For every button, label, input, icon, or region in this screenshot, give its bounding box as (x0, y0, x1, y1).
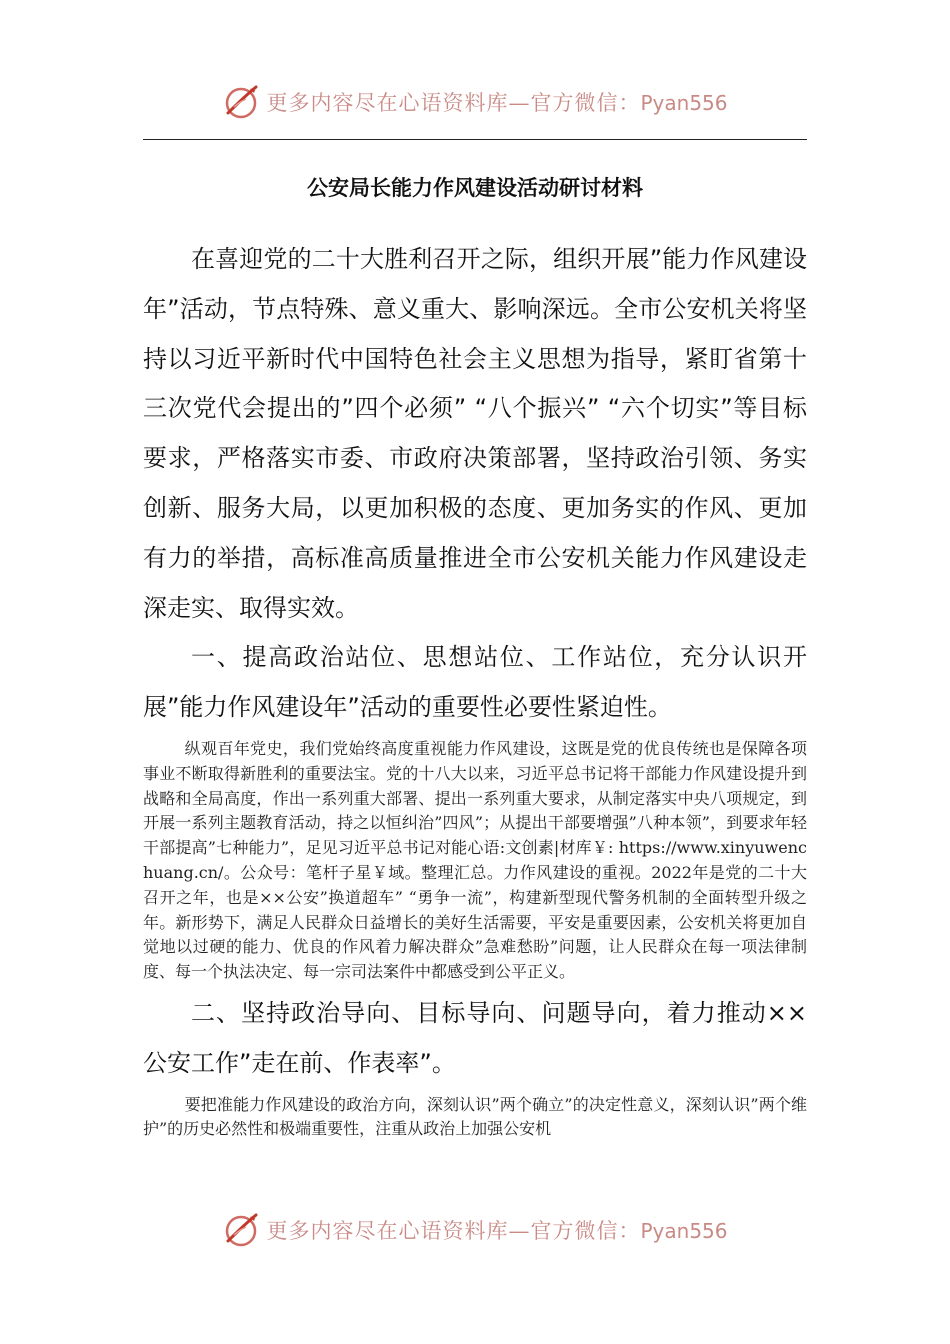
banner-text: 更多内容尽在心语资料库—官方微信：Pyan556 (266, 91, 728, 115)
pen-logo-icon (222, 83, 260, 121)
pen-logo-icon (222, 1211, 260, 1249)
intro-paragraph: 在喜迎党的二十大胜利召开之际，组织开展”能力作风建设年”活动，节点特殊、意义重大、影响深远。全市公安机关将坚持以习近平新时代中国特色社会主义思想为指导，紧盯省第十三次党代会提出的”四个必须” “八个振兴” “六个切实”等目标要求，严格落实市委、市政府决策部署，坚持政治引领、务实创新、服务大局，以更加积极的态度、更加务实的作风、更加有力的举措，高标准高质量推进全市公安机关能力作风建设走深走实、取得实效。 (143, 245, 807, 622)
banner-text: 更多内容尽在心语资料库—官方微信：Pyan556 (266, 1219, 728, 1243)
section-1-paragraph: 纵观百年党史，我们党始终高度重视能力作风建设，这既是党的优良传统也是保障各项事业不断取得新胜利的重要法宝。党的十八大以来，习近平总书记将干部能力作风建设提升到战略和全局高度，作出一系列重大部署、提出一系列重大要求，从制定落实中央八项规定，到开展一系列主题教育活动，持之以恒纠治”四风”；从提出干部要增强”八种本领”，到要求年轻干部提高”七种能力”，足见习近平总书记对能心语:文创素|材库￥: https://www.xinyuwenchuang.cn/。公众号：笔杆子星￥域。整理汇总。力作风建设的重视。2022年是党的二十大召开之年，也是××公安”换道超车” “勇争一流”，构建新型现代警务机制的全面转型升级之年。新形势下，满足人民群众日益增长的美好生活需要，平安是重要因素，公安机关将更加自觉地以过硬的能力、优良的作风着力解决群众”急难愁盼”问题，让人民群众在每一项法律制度、每一个执法决定、每一宗司法案件中都感受到公平正义。 (143, 738, 807, 982)
document-title: 公安局长能力作风建设活动研讨材料 (307, 176, 643, 200)
footer-banner (0, 1208, 950, 1252)
header-banner (0, 80, 950, 124)
section-heading-2: 二、坚持政治导向、目标导向、问题导向，着力推动××公安工作”走在前、作表率”。 (143, 998, 807, 1077)
header-divider (143, 139, 807, 140)
banner-wechat-id: Pyan556 (640, 1219, 728, 1243)
banner-wechat-id: Pyan556 (640, 91, 728, 115)
section-2-paragraph: 要把准能力作风建设的政治方向，深刻认识”两个确立”的决定性意义，深刻认识”两个维护”的历史必然性和极端重要性，注重从政治上加强公安机 (143, 1094, 807, 1139)
section-heading-1: 一、提高政治站位、思想站位、工作站位，充分认识开展”能力作风建设年”活动的重要性必要性紧迫性。 (143, 643, 807, 722)
document-body (143, 168, 807, 1146)
